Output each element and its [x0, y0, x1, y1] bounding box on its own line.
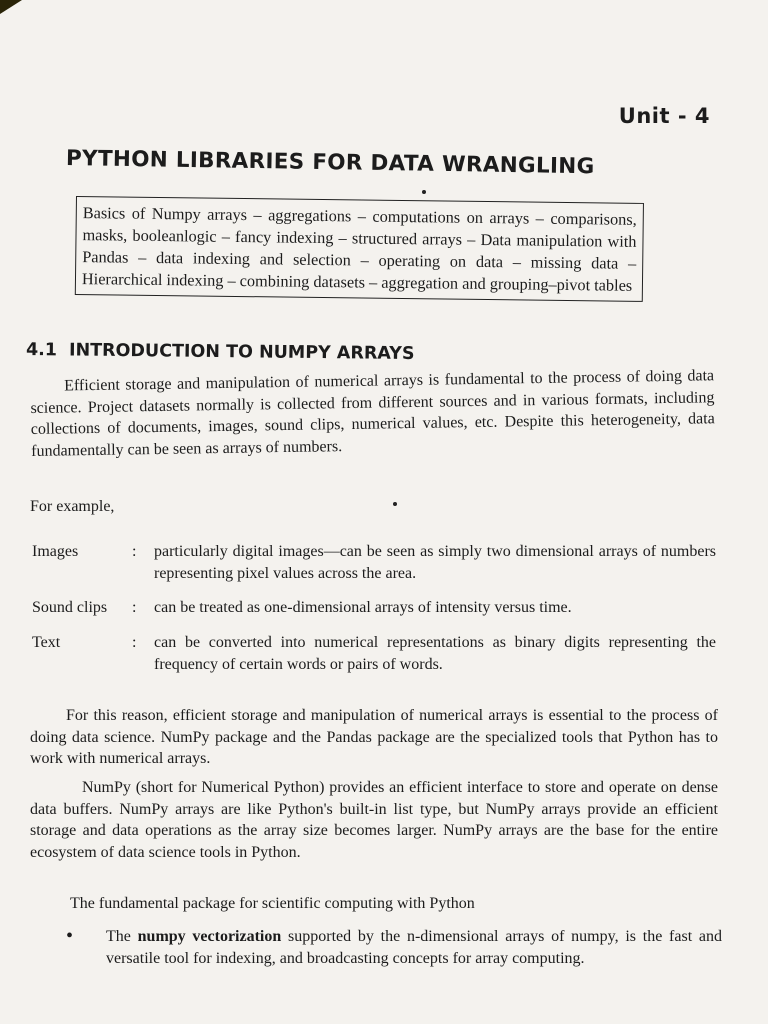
bullet-bold-term: numpy vectorization — [137, 928, 282, 945]
example-term: Text — [32, 634, 61, 651]
example-row-text — [32, 632, 716, 675]
stray-dot — [393, 502, 397, 506]
topics-box — [75, 196, 644, 302]
page-corner-mark — [0, 0, 22, 14]
reason-paragraph: For this reason, efficient storage and manipulation of numerical arrays is essential to the process of doing data science. NumPy package and the Pandas package are the specialized tools that Python has to work with numerical arrays. — [30, 707, 718, 767]
bullet-lead: The — [106, 928, 138, 945]
for-example-label: For example, — [30, 498, 115, 515]
example-term: Sound clips — [32, 599, 108, 616]
example-description: can be treated as one-dimensional arrays of intensity versus time. — [154, 599, 572, 616]
chapter-title: PYTHON LIBRARIES FOR DATA WRANGLING — [65, 146, 595, 180]
section-number: 4.1 — [25, 340, 58, 361]
unit-label: Unit - 4 — [618, 104, 710, 128]
example-term: Images — [32, 543, 79, 560]
example-description: particularly digital images—can be seen as simply two dimensional arrays of numbers representing pixel values across the area. — [154, 543, 716, 582]
bullet-mark: • — [66, 925, 74, 947]
fundamental-line: The fundamental package for scientific computing with Python — [70, 895, 475, 912]
example-colon: : — [132, 599, 137, 616]
topics-text: Basics of Numpy arrays – aggregations – computations on arrays – comparisons, masks, booleanlogic – fancy indexing – structured arrays – Data manipulation with Pandas – data indexing and selection – operating on data – missing data – Hierarchical indexing – combining datasets – aggregation and grouping–pivot tables — [81, 203, 637, 295]
bullet-rest: supported by the n-dimensional arrays of numpy, is the fast and versatile tool for indexing, and broadcasting concepts for array computing. — [106, 928, 723, 967]
example-row-sound-clips — [32, 597, 716, 619]
example-description: can be converted into numerical representations as binary digits representing the frequency of certain words or pairs of words. — [154, 634, 716, 673]
stray-dot — [422, 190, 426, 194]
numpy-paragraph: NumPy (short for Numerical Python) provides an efficient interface to store and operate on dense data buffers. NumPy arrays are like Python's built-in list type, but NumPy arrays provide an efficient storage and data operations as the array size becomes larger. NumPy arrays are the base for the entire ecosystem of data science tools in Python. — [30, 779, 718, 861]
example-colon: : — [132, 543, 137, 560]
section-title: INTRODUCTION TO NUMPY ARRAYS — [68, 340, 415, 365]
section-heading — [26, 340, 415, 364]
example-colon: : — [132, 634, 137, 651]
bullet-text — [106, 926, 722, 969]
example-row-images — [32, 541, 716, 584]
intro-paragraph: Efficient storage and manipulation of numerical arrays is fundamental to the process of doing data science. Project datasets normally is collected from different sources and in various formats, including collections of documents, images, sound clips, numerical values, etc. Despite this heterogeneity, data fundamentally can be seen as arrays of numbers. — [30, 367, 715, 460]
bullet-item — [66, 926, 722, 969]
